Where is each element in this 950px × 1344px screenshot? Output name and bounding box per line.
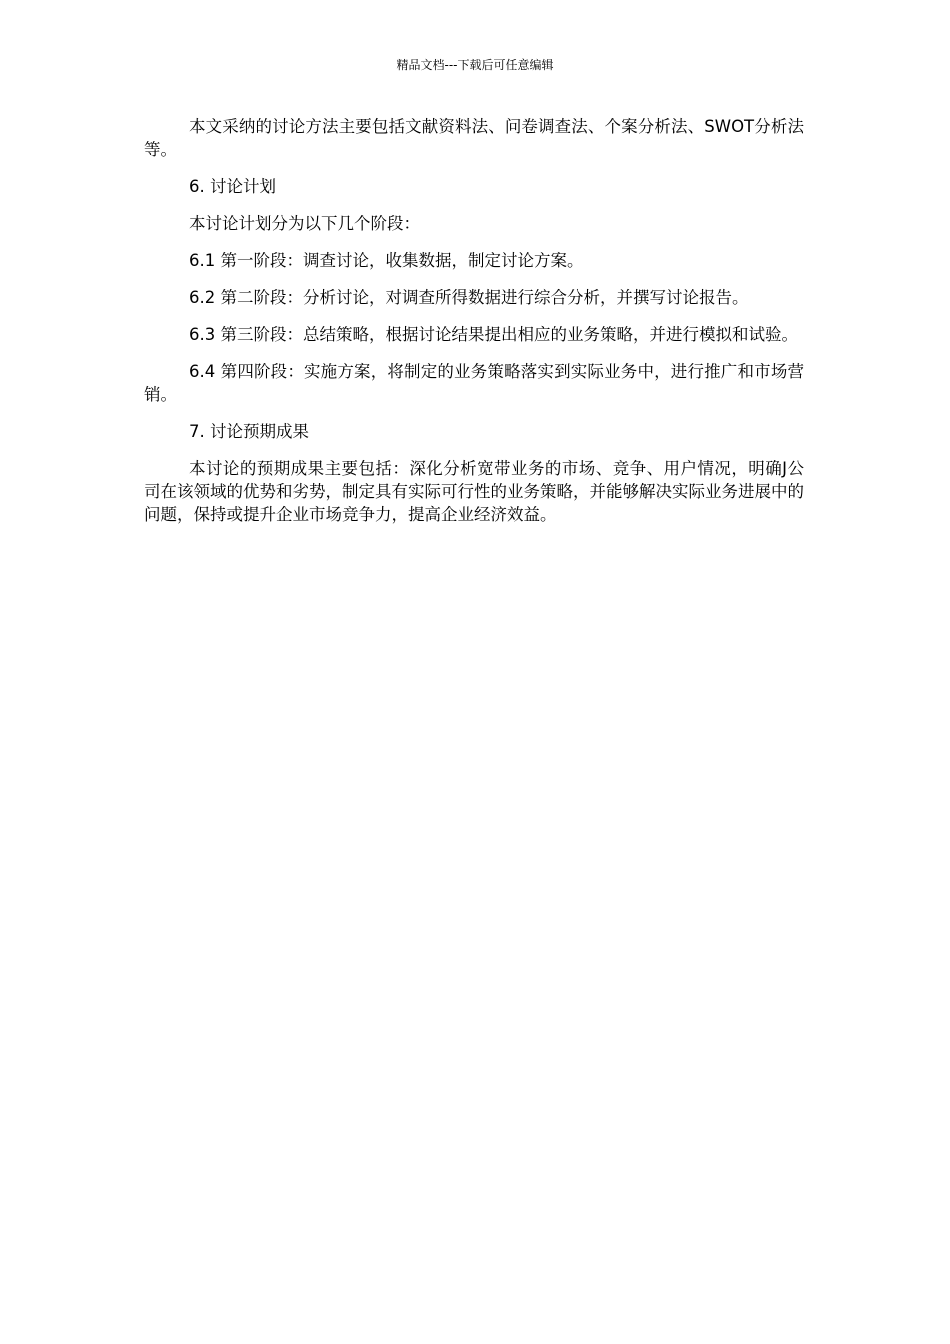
paragraph-research-methods: 本文采纳的讨论方法主要包括文献资料法、问卷调查法、个案分析法、SWOT分析法等。 [144,117,804,159]
paragraph-stage-1: 6.1 第一阶段：调查讨论，收集数据，制定讨论方案。 [189,251,584,270]
page-header: 精品文档---下载后可任意编辑 [396,58,554,72]
section-heading-research-plan: 6. 讨论计划 [189,177,276,196]
paragraph-expected-results: 本讨论的预期成果主要包括：深化分析宽带业务的市场、竞争、用户情况，明确J公司在该领域的优势和劣势，制定具有实际可行性的业务策略，并能够解决实际业务进展中的问题，保持或提升企业市场竞争力，提高企业经济效益。 [144,459,804,524]
paragraph-stage-3: 6.3 第三阶段：总结策略，根据讨论结果提出相应的业务策略，并进行模拟和试验。 [189,325,798,344]
section-heading-expected-results: 7. 讨论预期成果 [189,422,309,441]
paragraph-stage-2: 6.2 第二阶段：分析讨论，对调查所得数据进行综合分析，并撰写讨论报告。 [189,288,749,307]
document-body [144,115,804,540]
paragraph-plan-intro: 本讨论计划分为以下几个阶段： [189,214,420,233]
paragraph-stage-4: 6.4 第四阶段：实施方案，将制定的业务策略落实到实际业务中，进行推广和市场营销。 [144,362,804,404]
